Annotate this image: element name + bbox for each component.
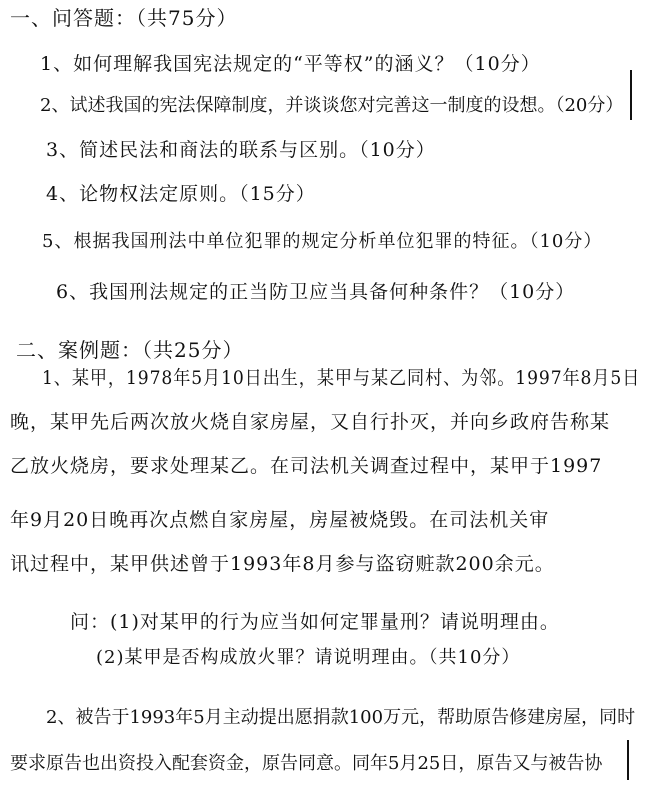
case-1-question-1: 问：(1)对某甲的行为应当如何定罪量刑？请说明理由。 (70, 611, 560, 633)
margin-stroke (630, 70, 632, 120)
case-1-question-2: (2)某甲是否构成放火罪？请说明理由。（共10分） (96, 647, 521, 668)
case-1-line-5: 讯过程中，某甲供述曾于1993年8月参与盗窃赃款200余元。 (10, 553, 555, 575)
question-1: 1、如何理解我国宪法规定的“平等权”的涵义？（10分） (40, 53, 541, 75)
case-1-line-3: 乙放火烧房，要求处理某乙。在司法机关调查过程中，某甲于1997 (10, 455, 603, 477)
section-2-heading: 二、案例题：（共25分） (16, 338, 244, 362)
question-5: 5、根据我国刑法中单位犯罪的规定分析单位犯罪的特征。（10分） (42, 231, 603, 252)
case-1-line-4: 年9月20日晚再次点燃自家房屋，房屋被烧毁。在司法机关审 (10, 509, 550, 531)
question-3: 3、简述民法和商法的联系与区别。（10分） (46, 139, 436, 161)
case-2-line-1: 2、被告于1993年5月主动提出愿捐款100万元，帮助原告修建房屋，同时 (46, 707, 636, 728)
margin-stroke-bottom (627, 740, 629, 780)
question-2: 2、试述我国的宪法保障制度，并谈谈您对完善这一制度的设想。（20分） (40, 95, 624, 116)
case-1-line-2: 晚，某甲先后两次放火烧自家房屋，又自行扑灭，并向乡政府告称某 (10, 411, 611, 433)
question-4: 4、论物权法定原则。（15分） (46, 183, 316, 205)
case-2-line-2: 要求原告也出资投入配套资金，原告同意。同年5月25日，原告又与被告协 (10, 753, 603, 774)
question-6: 6、我国刑法规定的正当防卫应当具备何种条件？（10分） (56, 281, 576, 303)
section-1-heading: 一、问答题：（共75分） (10, 6, 238, 30)
case-1-line-1: 1、某甲，1978年5月10日出生，某甲与某乙同村、为邻。1997年8月5日 (42, 367, 641, 389)
